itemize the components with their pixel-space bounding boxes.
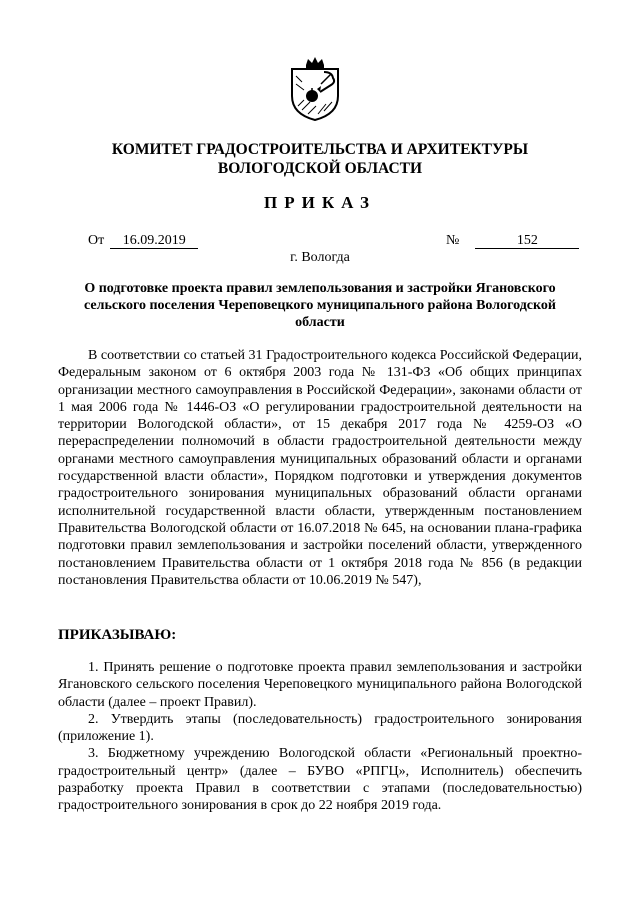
number-value: 152 (475, 233, 579, 249)
document-subject: О подготовке проекта правил землепользования и застройки Ягановского сельского поселения Череповецкого муниципального района Вологодской области (84, 281, 556, 330)
date-row (88, 233, 198, 249)
preamble (58, 347, 582, 589)
order-word: ПРИКАЗЫВАЮ: (58, 627, 177, 643)
organization-line-2: ВОЛОГОДСКОЙ ОБЛАСТИ (217, 160, 423, 177)
document-type: ПРИКАЗ (264, 193, 376, 212)
date-label: От (88, 233, 105, 248)
order-item-3: 3. Бюджетному учреждению Вологодской области «Региональный проектно-градостроительный центр» (далее – БУВО «РПГЦ», Исполнитель) обеспечить разработку проекта Правил в соответствии с этапами (последовательностью) градостроительного зонирования в срок до 22 ноября 2019 года. (58, 746, 582, 814)
order-item-2: 2. Утвердить этапы (последовательность) градостроительного зонирования (приложение 1). (58, 711, 582, 745)
date-value: 16.09.2019 (110, 233, 198, 249)
city: г. Вологда (290, 250, 350, 265)
number-row (446, 233, 579, 249)
order-item-1: 1. Принять решение о подготовке проекта правил землепользования и застройки Ягановского сельского поселения Череповецкого муниципального района Вологодской области (далее – проект Правил). (58, 660, 582, 710)
order-items (58, 659, 582, 815)
coat-of-arms-icon (284, 56, 346, 122)
preamble-paragraph: В соответствии со статьей 31 Градостроительного кодекса Российской Федерации, Федеральным законом от 6 октября 2003 года № 131-ФЗ «Об общих принципах организации местного самоуправления в Российской Федерации», законами области от 1 мая 2006 года № 1446-ОЗ «О регулировании градостроительной деятельности на территории Вологодской области», от 15 декабря 2017 года № 4259-ОЗ «О перераспределении полномочий в области градостроительной деятельности между органами местного самоуправления муниципальных образований области и органами государственной власти области», Порядком подготовки и утверждения документов градостроительного зонирования муниципальных образований области органами исполнительной государственной власти области, утвержденным постановлением Правительства Вологодской области от 16.07.2018 № 645, на основании плана-графика подготовки правил землепользования и застройки поселений области, утвержденного постановлением Правительства области от 1 октября 2018 года № 856 (в редакции постановления Правительства области от 10.06.2019 № 547), (58, 348, 582, 588)
organization-line-1: КОМИТЕТ ГРАДОСТРОИТЕЛЬСТВА И АРХИТЕКТУРЫ (111, 141, 529, 158)
number-label: № (446, 233, 460, 248)
organization-name (60, 140, 580, 178)
